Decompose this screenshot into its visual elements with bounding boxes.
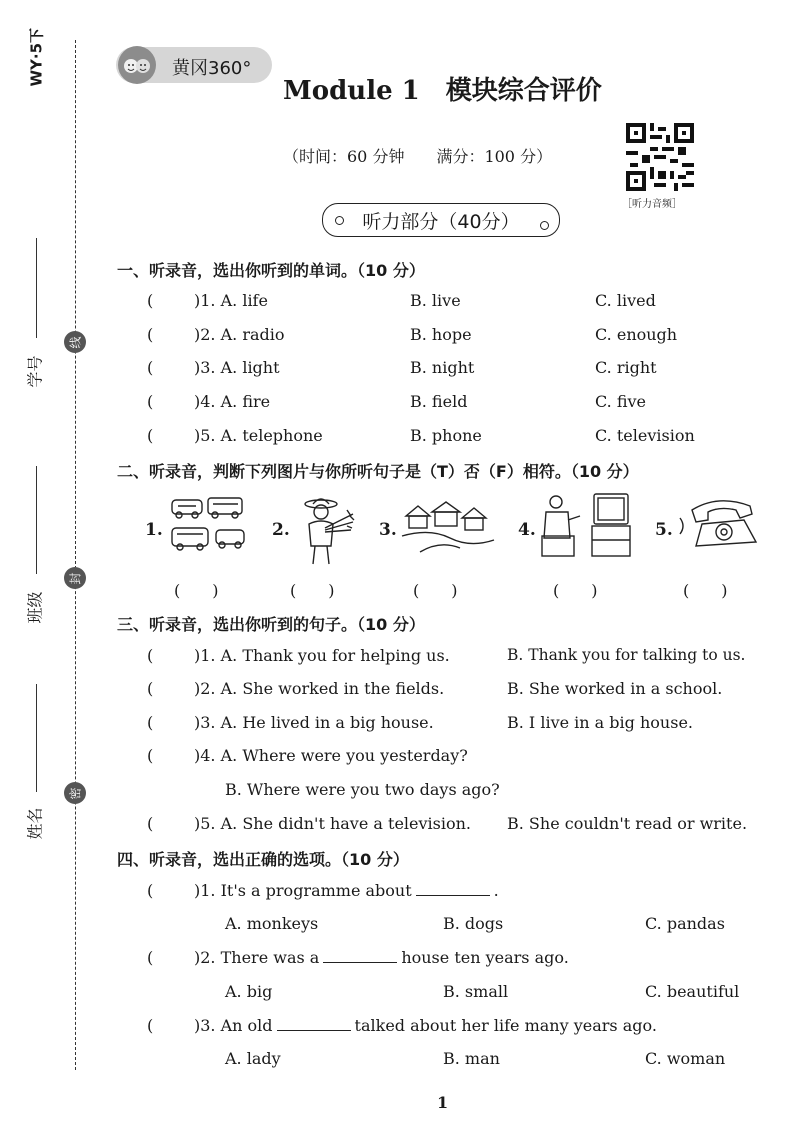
section-2-heading: 二、听录音，判断下列图片与你所听句子是（T）否（F）相符。（10 分） (117, 462, 639, 481)
answer-bracket[interactable]: ( (147, 746, 154, 765)
seal-seal: 封 (64, 567, 86, 589)
qr-code-icon[interactable] (626, 123, 694, 191)
s3-q4-option-a: )4. A. Where were you yesterday? (194, 746, 468, 765)
student-number-field[interactable] (36, 238, 38, 338)
page-number: 1 (437, 1093, 449, 1112)
s4-q2-option-b: B. small (443, 982, 509, 1001)
picture-2-answer[interactable]: ( ) (290, 581, 335, 600)
s1-q4-option-b: B. field (410, 392, 468, 411)
answer-bracket[interactable]: ( (147, 1016, 154, 1035)
fill-blank[interactable] (323, 948, 397, 963)
answer-bracket[interactable]: ( (147, 291, 154, 310)
section-4-heading: 四、听录音，选出正确的选项。（10 分） (117, 850, 409, 869)
section-3-heading: 三、听录音，选出你听到的句子。（10 分） (117, 615, 425, 634)
village-icon (400, 496, 496, 560)
s4-q3-stem (194, 1016, 657, 1035)
picture-number: 4. (518, 520, 536, 540)
name-label: 姓名 (25, 807, 45, 840)
answer-bracket[interactable]: ( (147, 325, 154, 344)
s1-q2-option-c: C. enough (595, 325, 678, 344)
answer-bracket[interactable]: ( (147, 646, 154, 665)
s3-q1-option-b: B. Thank you for talking to us. (507, 646, 746, 664)
student-number-label: 学号 (25, 355, 45, 388)
banner-dot-right (540, 221, 549, 230)
s1-q3-option-b: B. night (410, 358, 475, 377)
class-field[interactable] (36, 466, 38, 574)
s4-q2-option-a: A. big (225, 982, 273, 1001)
fill-blank[interactable] (277, 1016, 351, 1031)
picture-number: 5. (655, 520, 673, 540)
s4-q2-stem-end: house ten years ago. (401, 948, 569, 967)
qr-caption: ［听力音频］ (622, 199, 682, 210)
s4-q3-option-c: C. woman (645, 1049, 726, 1068)
s3-q5-option-a: )5. A. She didn't have a television. (194, 814, 472, 833)
s4-q3-stem-text: )3. An old (194, 1016, 273, 1035)
answer-bracket[interactable]: ( (147, 358, 154, 377)
answer-bracket[interactable]: ( (147, 713, 154, 732)
s3-q2-option-a: )2. A. She worked in the fields. (194, 679, 445, 698)
telephone-icon (678, 496, 764, 554)
cut-line (75, 40, 76, 1070)
s1-q3-option-a: )3. A. light (194, 358, 280, 377)
s4-q1-option-b: B. dogs (443, 914, 504, 933)
s1-q1-option-b: B. live (410, 291, 461, 310)
cars-icon (168, 492, 252, 560)
class-label: 班级 (25, 591, 45, 624)
s4-q1-stem-text: )1. It's a programme about (194, 881, 412, 900)
watching-tv-icon (540, 490, 632, 566)
s4-q3-option-b: B. man (443, 1049, 500, 1068)
page-title: Module 1 模块综合评价 (283, 76, 602, 106)
s4-q3-option-a: A. lady (225, 1049, 281, 1068)
s1-q5-option-c: C. television (595, 426, 695, 445)
s3-q3-option-b: B. I live in a big house. (507, 713, 693, 732)
s3-q1-option-a: )1. A. Thank you for helping us. (194, 646, 450, 665)
grade-label: WY·5下 (27, 27, 46, 87)
seal-secret: 密 (64, 782, 86, 804)
s4-q1-option-a: A. monkeys (225, 914, 319, 933)
answer-bracket[interactable]: ( (147, 948, 154, 967)
s1-q5-option-a: )5. A. telephone (194, 426, 323, 445)
section-1-heading: 一、听录音，选出你听到的单词。（10 分） (117, 261, 425, 280)
s4-q2-stem (194, 948, 569, 967)
picture-4-answer[interactable]: ( ) (553, 581, 598, 600)
picture-number: 1. (145, 520, 163, 540)
picture-number: 2. (272, 520, 290, 540)
s1-q1-option-c: C. lived (595, 291, 656, 310)
banner-dot-left (335, 216, 344, 225)
kids-logo-icon (118, 46, 156, 84)
answer-bracket[interactable]: ( (147, 426, 154, 445)
s4-q1-stem-end: . (493, 881, 499, 900)
s4-q3-stem-end: talked about her life many years ago. (354, 1016, 657, 1035)
s3-q4-option-b: B. Where were you two days ago? (225, 780, 500, 799)
s1-q3-option-c: C. right (595, 358, 657, 377)
s3-q3-option-a: )3. A. He lived in a big house. (194, 713, 434, 732)
s1-q4-option-a: )4. A. fire (194, 392, 271, 411)
listening-banner (322, 203, 560, 237)
s1-q5-option-b: B. phone (410, 426, 482, 445)
farmer-icon (295, 492, 357, 570)
name-field[interactable] (36, 684, 38, 792)
fill-blank[interactable] (416, 881, 490, 896)
answer-bracket[interactable]: ( (147, 679, 154, 698)
s4-q1-option-c: C. pandas (645, 914, 725, 933)
seal-line: 线 (64, 331, 86, 353)
picture-5-answer[interactable]: ( ) (683, 581, 728, 600)
exam-time-score: （时间：60 分钟 满分：100 分） (283, 147, 553, 166)
brand-name: 黄冈360° (172, 58, 252, 79)
s1-q2-option-a: )2. A. radio (194, 325, 285, 344)
s3-q2-option-b: B. She worked in a school. (507, 679, 723, 698)
s4-q2-option-c: C. beautiful (645, 982, 740, 1001)
answer-bracket[interactable]: ( (147, 392, 154, 411)
picture-3-answer[interactable]: ( ) (413, 581, 458, 600)
s1-q1-option-a: )1. A. life (194, 291, 268, 310)
s3-q5-option-b: B. She couldn't read or write. (507, 814, 748, 833)
s1-q4-option-c: C. five (595, 392, 647, 411)
picture-number: 3. (379, 520, 397, 540)
answer-bracket[interactable]: ( (147, 881, 154, 900)
banner-text: 听力部分（40分） (362, 210, 520, 233)
answer-bracket[interactable]: ( (147, 814, 154, 833)
s1-q2-option-b: B. hope (410, 325, 472, 344)
picture-1-answer[interactable]: ( ) (174, 581, 219, 600)
s4-q2-stem-text: )2. There was a (194, 948, 320, 967)
s4-q1-stem (194, 881, 499, 900)
